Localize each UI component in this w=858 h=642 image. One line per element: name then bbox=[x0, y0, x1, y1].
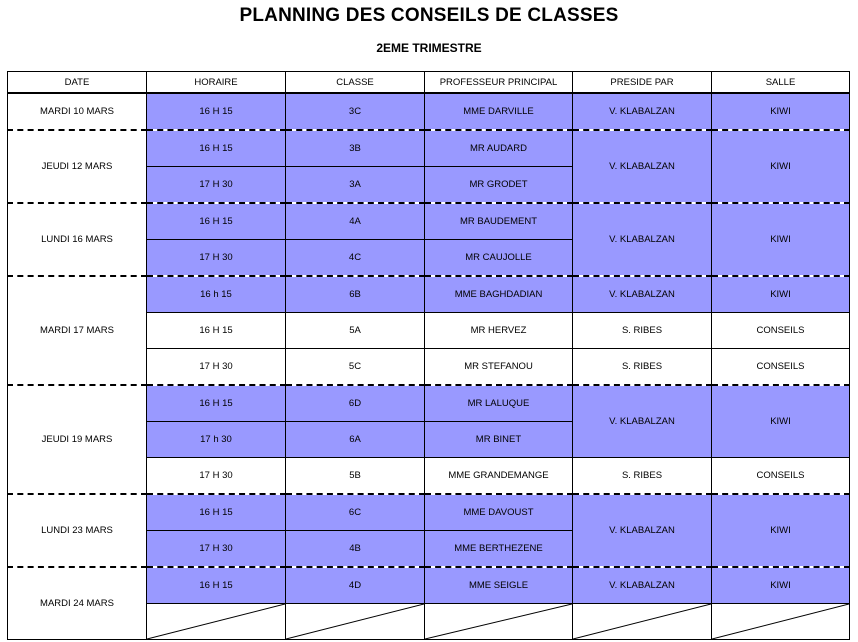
professeur-cell: MR GRODET bbox=[425, 167, 573, 204]
date-cell: JEUDI 19 MARS bbox=[8, 385, 147, 494]
salle-cell: KIWI bbox=[712, 130, 850, 203]
salle-cell: CONSEILS bbox=[712, 313, 850, 349]
horaire-cell: 16 H 15 bbox=[147, 93, 286, 130]
diagonal-strike bbox=[573, 604, 711, 639]
classe-cell: 6A bbox=[286, 422, 425, 458]
horaire-cell: 16 H 15 bbox=[147, 494, 286, 531]
date-cell: MARDI 17 MARS bbox=[8, 276, 147, 385]
salle-cell: CONSEILS bbox=[712, 349, 850, 386]
horaire-cell: 17 H 30 bbox=[147, 167, 286, 204]
horaire-cell: 17 H 30 bbox=[147, 349, 286, 386]
diagonal-strike bbox=[712, 604, 849, 639]
planning-table bbox=[7, 71, 850, 640]
professeur-cell: MR CAUJOLLE bbox=[425, 240, 573, 277]
professeur-cell: MR AUDARD bbox=[425, 130, 573, 167]
table-row bbox=[8, 93, 850, 130]
horaire-cell: 16 h 15 bbox=[147, 276, 286, 313]
preside-cell: V. KLABALZAN bbox=[573, 494, 712, 567]
professeur-cell: MME DARVILLE bbox=[425, 93, 573, 130]
table-row bbox=[8, 130, 850, 167]
horaire-cell: 17 H 30 bbox=[147, 240, 286, 277]
classe-cell: 6B bbox=[286, 276, 425, 313]
horaire-cell: 16 H 15 bbox=[147, 130, 286, 167]
classe-cell: 3C bbox=[286, 93, 425, 130]
classe-cell: 4D bbox=[286, 567, 425, 604]
classe-cell: 3A bbox=[286, 167, 425, 204]
empty-cell bbox=[425, 604, 573, 640]
diagonal-strike bbox=[147, 604, 285, 639]
preside-cell: S. RIBES bbox=[573, 349, 712, 386]
header-professeur: PROFESSEUR PRINCIPAL bbox=[425, 72, 573, 94]
empty-cell bbox=[712, 604, 850, 640]
preside-cell: V. KLABALZAN bbox=[573, 276, 712, 313]
classe-cell: 5C bbox=[286, 349, 425, 386]
classe-cell: 3B bbox=[286, 130, 425, 167]
classe-cell: 4C bbox=[286, 240, 425, 277]
horaire-cell: 16 H 15 bbox=[147, 313, 286, 349]
horaire-cell: 16 H 15 bbox=[147, 385, 286, 422]
classe-cell: 6C bbox=[286, 494, 425, 531]
date-cell: MARDI 10 MARS bbox=[8, 93, 147, 130]
date-cell: LUNDI 16 MARS bbox=[8, 203, 147, 276]
horaire-cell: 16 H 15 bbox=[147, 203, 286, 240]
empty-cell bbox=[147, 604, 286, 640]
header-date: DATE bbox=[8, 72, 147, 94]
salle-cell: KIWI bbox=[712, 276, 850, 313]
preside-cell: V. KLABALZAN bbox=[573, 203, 712, 276]
preside-cell: V. KLABALZAN bbox=[573, 567, 712, 604]
professeur-cell: MME DAVOUST bbox=[425, 494, 573, 531]
empty-cell bbox=[286, 604, 425, 640]
date-cell: JEUDI 12 MARS bbox=[8, 130, 147, 203]
horaire-cell: 16 H 15 bbox=[147, 567, 286, 604]
classe-cell: 4A bbox=[286, 203, 425, 240]
classe-cell: 5A bbox=[286, 313, 425, 349]
table-row bbox=[8, 276, 850, 313]
classe-cell: 4B bbox=[286, 531, 425, 568]
salle-cell: KIWI bbox=[712, 93, 850, 130]
table-row bbox=[8, 494, 850, 531]
header-preside: PRESIDE PAR bbox=[573, 72, 712, 94]
professeur-cell: MME BAGHDADIAN bbox=[425, 276, 573, 313]
classe-cell: 6D bbox=[286, 385, 425, 422]
professeur-cell: MR HERVEZ bbox=[425, 313, 573, 349]
table-row bbox=[8, 203, 850, 240]
preside-cell: S. RIBES bbox=[573, 458, 712, 495]
salle-cell: KIWI bbox=[712, 567, 850, 604]
professeur-cell: MR BINET bbox=[425, 422, 573, 458]
preside-cell: V. KLABALZAN bbox=[573, 93, 712, 130]
preside-cell: S. RIBES bbox=[573, 313, 712, 349]
diagonal-strike bbox=[286, 604, 424, 639]
horaire-cell: 17 H 30 bbox=[147, 531, 286, 568]
page-subtitle: 2EME TRIMESTRE bbox=[376, 41, 482, 55]
salle-cell: KIWI bbox=[712, 203, 850, 276]
classe-cell: 5B bbox=[286, 458, 425, 495]
professeur-cell: MR STEFANOU bbox=[425, 349, 573, 386]
preside-cell: V. KLABALZAN bbox=[573, 130, 712, 203]
professeur-cell: MME GRANDEMANGE bbox=[425, 458, 573, 495]
professeur-cell: MME SEIGLE bbox=[425, 567, 573, 604]
preside-cell: V. KLABALZAN bbox=[573, 385, 712, 458]
table-row bbox=[8, 567, 850, 604]
page-title: PLANNING DES CONSEILS DE CLASSES bbox=[239, 5, 619, 26]
date-cell: LUNDI 23 MARS bbox=[8, 494, 147, 567]
diagonal-strike bbox=[425, 604, 572, 639]
empty-cell bbox=[573, 604, 712, 640]
header-classe: CLASSE bbox=[286, 72, 425, 94]
professeur-cell: MME BERTHEZENE bbox=[425, 531, 573, 568]
salle-cell: KIWI bbox=[712, 494, 850, 567]
horaire-cell: 17 H 30 bbox=[147, 458, 286, 495]
header-row bbox=[8, 72, 850, 94]
date-cell: MARDI 24 MARS bbox=[8, 567, 147, 640]
salle-cell: CONSEILS bbox=[712, 458, 850, 495]
header-salle: SALLE bbox=[712, 72, 850, 94]
table-row bbox=[8, 385, 850, 422]
professeur-cell: MR BAUDEMENT bbox=[425, 203, 573, 240]
professeur-cell: MR LALUQUE bbox=[425, 385, 573, 422]
salle-cell: KIWI bbox=[712, 385, 850, 458]
horaire-cell: 17 h 30 bbox=[147, 422, 286, 458]
header-horaire: HORAIRE bbox=[147, 72, 286, 94]
